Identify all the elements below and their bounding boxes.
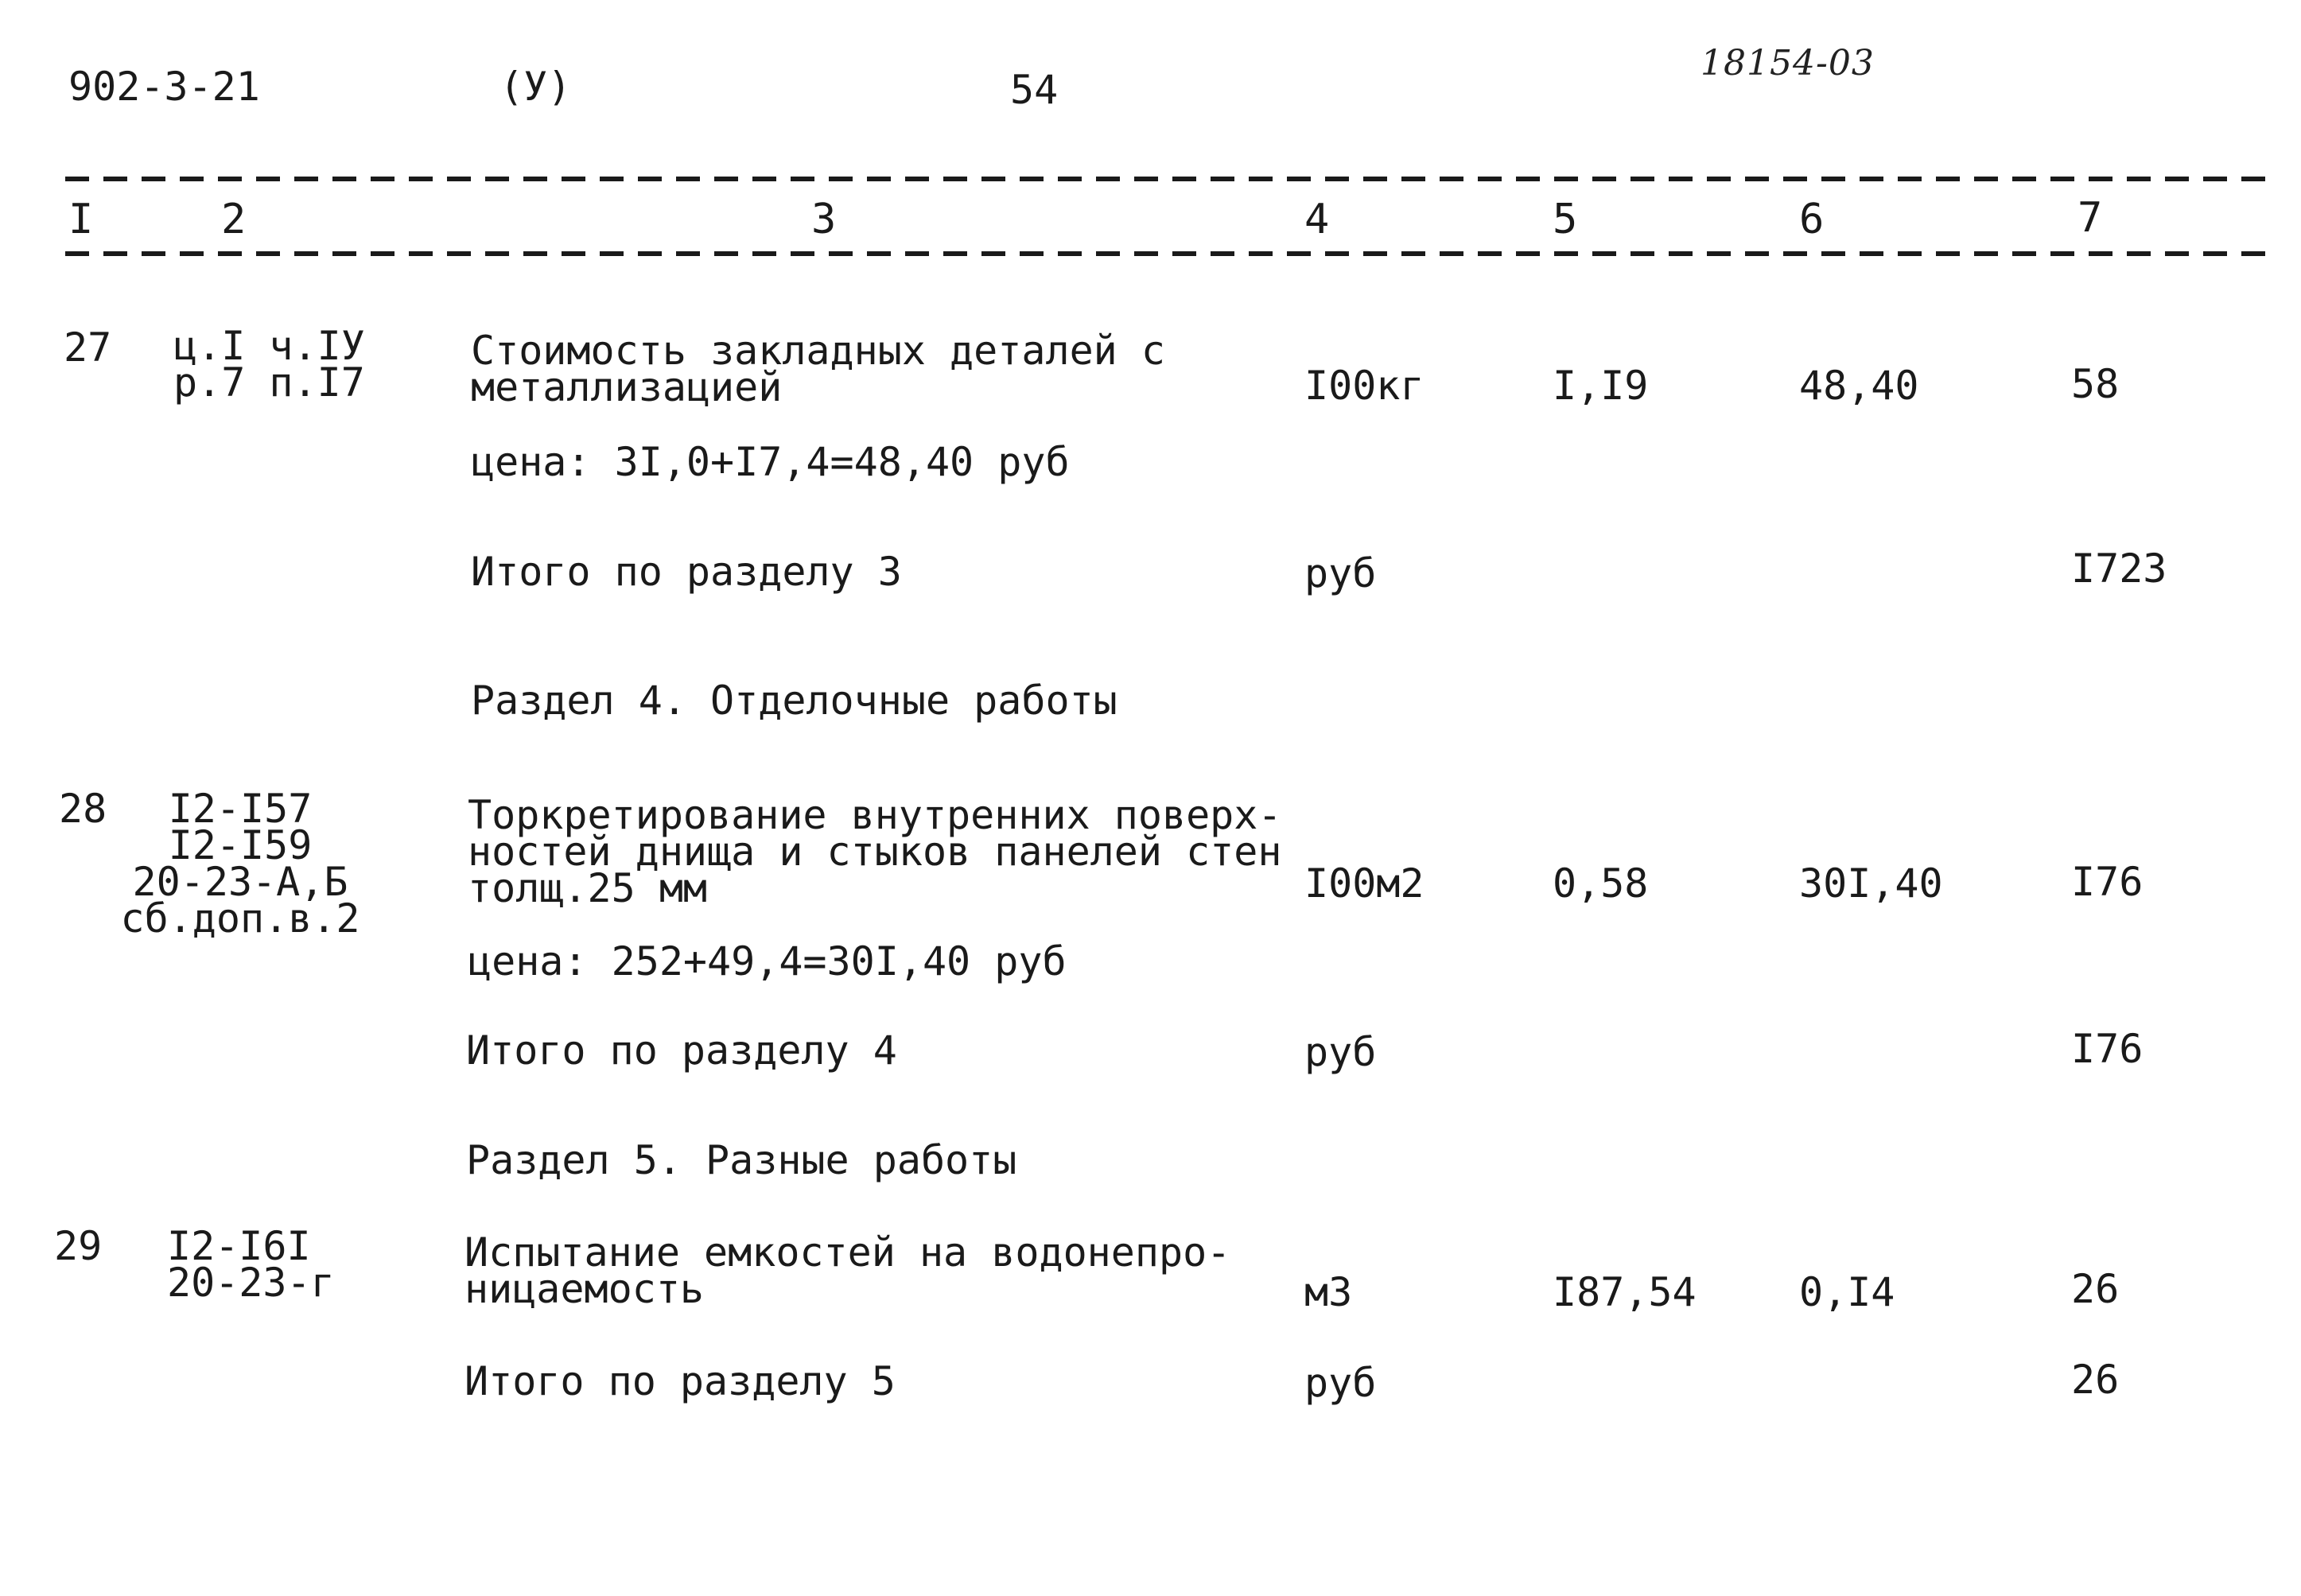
row-28-description: Торкретирование внутренних поверх- ностей днища и стыков панелей стен толщ.25 мм — [468, 792, 1282, 911]
section-5-title: Раздел 5. Разные работы — [466, 1137, 1017, 1183]
handwritten-number: 18154-03 — [1700, 43, 1875, 83]
header-top-rule — [65, 177, 2268, 181]
row-29-number: 29 — [54, 1223, 103, 1269]
row-28-price-calc: цена: 252+49,4=30I,40 руб — [468, 938, 1067, 984]
row-27-unit-price: 48,40 — [1799, 363, 1919, 409]
column-header-7: 7 — [2078, 194, 2103, 242]
column-header-1: I — [68, 196, 94, 243]
row-27-quantity: I,I9 — [1553, 363, 1649, 409]
row-27-price-calc: цена: 3I,0+I7,4=48,40 руб — [471, 439, 1070, 485]
row-29-reference: I2-I6I 20-23-г — [167, 1223, 335, 1306]
subtotal-section-3-label: Итого по разделу 3 — [471, 549, 902, 595]
row-29-description: Испытание емкостей на водонепро- ницаемость — [464, 1229, 1231, 1312]
document-mark: (У) — [499, 64, 572, 110]
subtotal-section-3-unit: руб — [1304, 550, 1377, 596]
row-29-total: 26 — [2071, 1266, 2120, 1312]
row-27-number: 27 — [64, 324, 112, 371]
row-28-unit: I00м2 — [1304, 860, 1425, 907]
header-bottom-rule — [65, 251, 2268, 256]
column-header-2: 2 — [221, 196, 247, 243]
row-28-reference: I2-I57 I2-I59 20-23-А,Б сб.доп.в.2 — [120, 786, 360, 942]
column-header-6: 6 — [1799, 196, 1825, 243]
column-header-5: 5 — [1553, 196, 1578, 243]
column-header-4: 4 — [1304, 196, 1330, 243]
row-28-total: I76 — [2071, 859, 2144, 905]
row-28-unit-price: 30I,40 — [1799, 860, 1943, 907]
row-29-quantity: I87,54 — [1553, 1269, 1697, 1315]
subtotal-section-4-total: I76 — [2071, 1026, 2144, 1072]
row-29-unit-price: 0,I4 — [1799, 1269, 1895, 1315]
subtotal-section-4-label: Итого по разделу 4 — [466, 1027, 897, 1074]
subtotal-section-5-label: Итого по разделу 5 — [464, 1358, 896, 1404]
row-27-description: Стоимость закладных деталей с металлизацией — [471, 328, 1165, 410]
page-number: 54 — [1010, 67, 1059, 113]
row-28-number: 28 — [59, 786, 107, 832]
row-27-reference: ц.I ч.IУ р.7 п.I7 — [173, 323, 365, 406]
subtotal-section-4-unit: руб — [1304, 1029, 1377, 1075]
subtotal-section-5-unit: руб — [1304, 1360, 1377, 1406]
document-code: 902-3-21 — [68, 64, 260, 110]
column-header-3: 3 — [811, 196, 837, 243]
row-27-total: 58 — [2071, 361, 2120, 407]
section-4-title: Раздел 4. Отделочные работы — [471, 678, 1117, 724]
row-28-quantity: 0,58 — [1553, 860, 1649, 907]
row-27-unit: I00кг — [1304, 363, 1425, 409]
subtotal-section-3-total: I723 — [2071, 546, 2167, 592]
subtotal-section-5-total: 26 — [2071, 1357, 2120, 1403]
row-29-unit: м3 — [1304, 1269, 1353, 1315]
